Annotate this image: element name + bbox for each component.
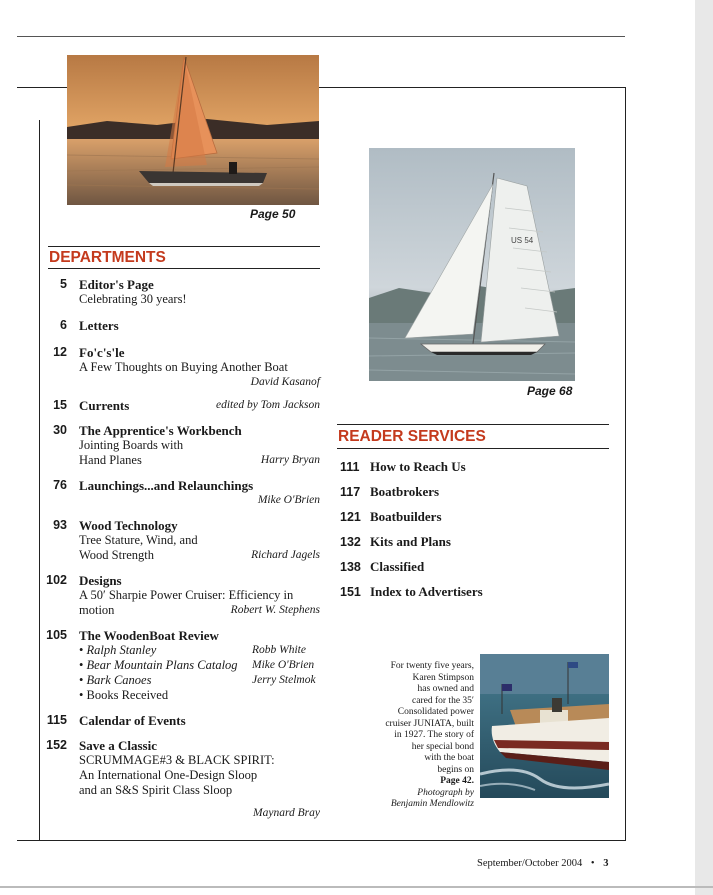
department-description: Tree Stature, Wind, and xyxy=(79,533,198,547)
department-author: Robert W. Stephens xyxy=(230,604,320,616)
department-entry xyxy=(40,628,320,703)
reader-service-item xyxy=(340,459,466,475)
department-description: motion xyxy=(79,603,115,617)
department-page-number: 6 xyxy=(60,318,67,332)
department-description: Wood Strength xyxy=(79,548,155,562)
reader-services-rule-bottom xyxy=(337,448,609,449)
caption-line: has owned and xyxy=(417,684,474,694)
department-entry xyxy=(40,713,320,728)
reader-service-label: Boatbuilders xyxy=(370,509,442,524)
caption-line: her special bond xyxy=(411,741,474,752)
review-author: Mike O'Brien xyxy=(252,659,315,671)
reader-service-label: Boatbrokers xyxy=(370,484,440,499)
review-item xyxy=(79,688,320,703)
frame-top-right xyxy=(318,87,626,88)
department-description: Hand Planes xyxy=(79,453,142,467)
department-title: Fo'c's'le xyxy=(79,345,125,360)
review-author: Jerry Stelmok xyxy=(252,674,316,686)
department-title: Launchings...and Relaunchings xyxy=(79,478,254,493)
caption-line: cruiser JUNIATA, built xyxy=(385,718,474,729)
department-page-number: 115 xyxy=(46,713,67,727)
review-item xyxy=(79,643,320,658)
footer xyxy=(477,858,608,869)
reader-service-item xyxy=(340,534,451,550)
department-title: The WoodenBoat Review xyxy=(79,628,219,643)
department-description: Jointing Boards with xyxy=(79,438,184,452)
department-title: Letters xyxy=(79,318,119,333)
photo1-page-caption: Page 50 xyxy=(250,207,296,221)
review-title: Bear Mountain Plans Catalog xyxy=(86,658,238,672)
reader-service-page-number: 117 xyxy=(340,485,361,499)
department-page-number: 152 xyxy=(46,738,67,752)
frame-top-left xyxy=(17,87,67,88)
caption-line: with the boat xyxy=(424,753,474,763)
review-author: Robb White xyxy=(252,644,306,656)
photo-credit-label: Photograph by xyxy=(417,787,474,798)
department-entry xyxy=(40,345,320,390)
page-number: 3 xyxy=(603,858,609,869)
cover-caption-text xyxy=(352,661,474,776)
bottom-scan-rule xyxy=(0,886,713,888)
reader-service-item xyxy=(340,509,442,525)
racing-sloop-photo xyxy=(369,148,575,381)
reader-service-page-number: 151 xyxy=(340,585,361,599)
department-entry xyxy=(40,738,320,821)
reader-service-page-number: 132 xyxy=(340,535,361,549)
footer-bullet: • xyxy=(590,858,595,869)
reader-service-label: Index to Advertisers xyxy=(370,584,483,599)
reader-service-item xyxy=(340,584,483,600)
department-page-number: 102 xyxy=(46,573,67,587)
reader-service-item xyxy=(340,484,439,500)
review-title: Bark Canoes xyxy=(86,673,152,687)
department-page-number: 93 xyxy=(53,518,67,532)
department-entry xyxy=(40,573,320,618)
caption-line: Consolidated power xyxy=(397,707,474,717)
department-entry xyxy=(40,478,320,508)
photo2-page-caption: Page 68 xyxy=(527,384,573,398)
caption-line: begins on xyxy=(437,764,474,775)
right-page-edge xyxy=(695,0,713,895)
department-description: A 50′ Sharpie Power Cruiser: Efficiency in xyxy=(79,588,294,602)
department-entry xyxy=(40,423,320,468)
sunset-sailboat-photo xyxy=(67,55,319,205)
department-author: David Kasanof xyxy=(250,376,320,388)
department-author: Mike O'Brien xyxy=(257,494,320,506)
reader-service-item xyxy=(340,559,424,575)
caption-line: For twenty five years, xyxy=(390,661,474,671)
department-title: The Apprentice's Workbench xyxy=(79,423,242,438)
caption-line: cared for the 35′ xyxy=(412,695,474,706)
reader-service-label: Kits and Plans xyxy=(370,534,451,549)
caption-line: Karen Stimpson xyxy=(412,672,474,683)
departments-rule-top xyxy=(48,246,320,247)
department-page-number: 105 xyxy=(46,628,67,642)
department-description: A Few Thoughts on Buying Another Boat xyxy=(79,360,288,374)
reader-services-heading: READER SERVICES xyxy=(338,428,486,445)
department-page-number: 30 xyxy=(53,423,67,437)
department-description: Celebrating 30 years! xyxy=(79,292,187,306)
cover-caption xyxy=(352,661,474,811)
sail-number-text: US 54 xyxy=(511,236,534,245)
department-author: Richard Jagels xyxy=(251,549,320,561)
bullet: • xyxy=(79,658,87,672)
department-title: Currents xyxy=(79,398,130,413)
department-author: Harry Bryan xyxy=(260,454,320,466)
bullet: • xyxy=(79,643,87,657)
top-rule xyxy=(17,36,625,37)
department-title: Designs xyxy=(79,573,122,588)
department-title: Save a Classic xyxy=(79,738,157,753)
departments-rule-bottom xyxy=(48,268,320,269)
department-description: and an S&S Spirit Class Sloop xyxy=(79,783,233,797)
caption-line: in 1927. The story of xyxy=(394,730,474,740)
bullet: • xyxy=(79,673,87,687)
review-item xyxy=(79,673,320,688)
department-page-number: 12 xyxy=(53,345,67,359)
review-title: Books Received xyxy=(86,688,169,702)
reader-service-page-number: 138 xyxy=(340,560,361,574)
photographer-name: Benjamin Mendlowitz xyxy=(390,799,474,809)
department-description: SCRUMMAGE#3 & BLACK SPIRIT: xyxy=(79,753,275,767)
department-page-number: 76 xyxy=(53,478,67,492)
department-entry xyxy=(40,277,320,307)
department-author: Maynard Bray xyxy=(253,807,320,819)
department-author: edited by Tom Jackson xyxy=(215,399,320,411)
reader-service-page-number: 111 xyxy=(340,460,360,474)
departments-heading: DEPARTMENTS xyxy=(49,249,166,266)
department-page-number: 5 xyxy=(60,277,67,291)
frame-bottom xyxy=(17,840,626,841)
issue-date: September/October 2004 xyxy=(477,858,583,869)
reader-services-rule-top xyxy=(337,424,609,425)
department-title: Calendar of Events xyxy=(79,713,186,728)
review-item xyxy=(79,658,320,673)
department-description: An International One-Design Sloop xyxy=(79,768,258,782)
department-page-number: 15 xyxy=(53,398,67,412)
department-title: Wood Technology xyxy=(79,518,178,533)
frame-right xyxy=(625,87,626,840)
department-entry xyxy=(40,398,320,413)
review-title: Ralph Stanley xyxy=(86,643,157,657)
cover-caption-page: Page 42. xyxy=(440,776,474,786)
power-cruiser-photo xyxy=(480,654,609,798)
department-entry xyxy=(40,518,320,563)
department-entry xyxy=(40,318,320,333)
reader-service-page-number: 121 xyxy=(340,510,361,524)
bullet: • xyxy=(79,688,87,702)
reader-service-label: How to Reach Us xyxy=(370,459,466,474)
reader-service-label: Classified xyxy=(370,559,425,574)
department-title: Editor's Page xyxy=(79,277,154,292)
